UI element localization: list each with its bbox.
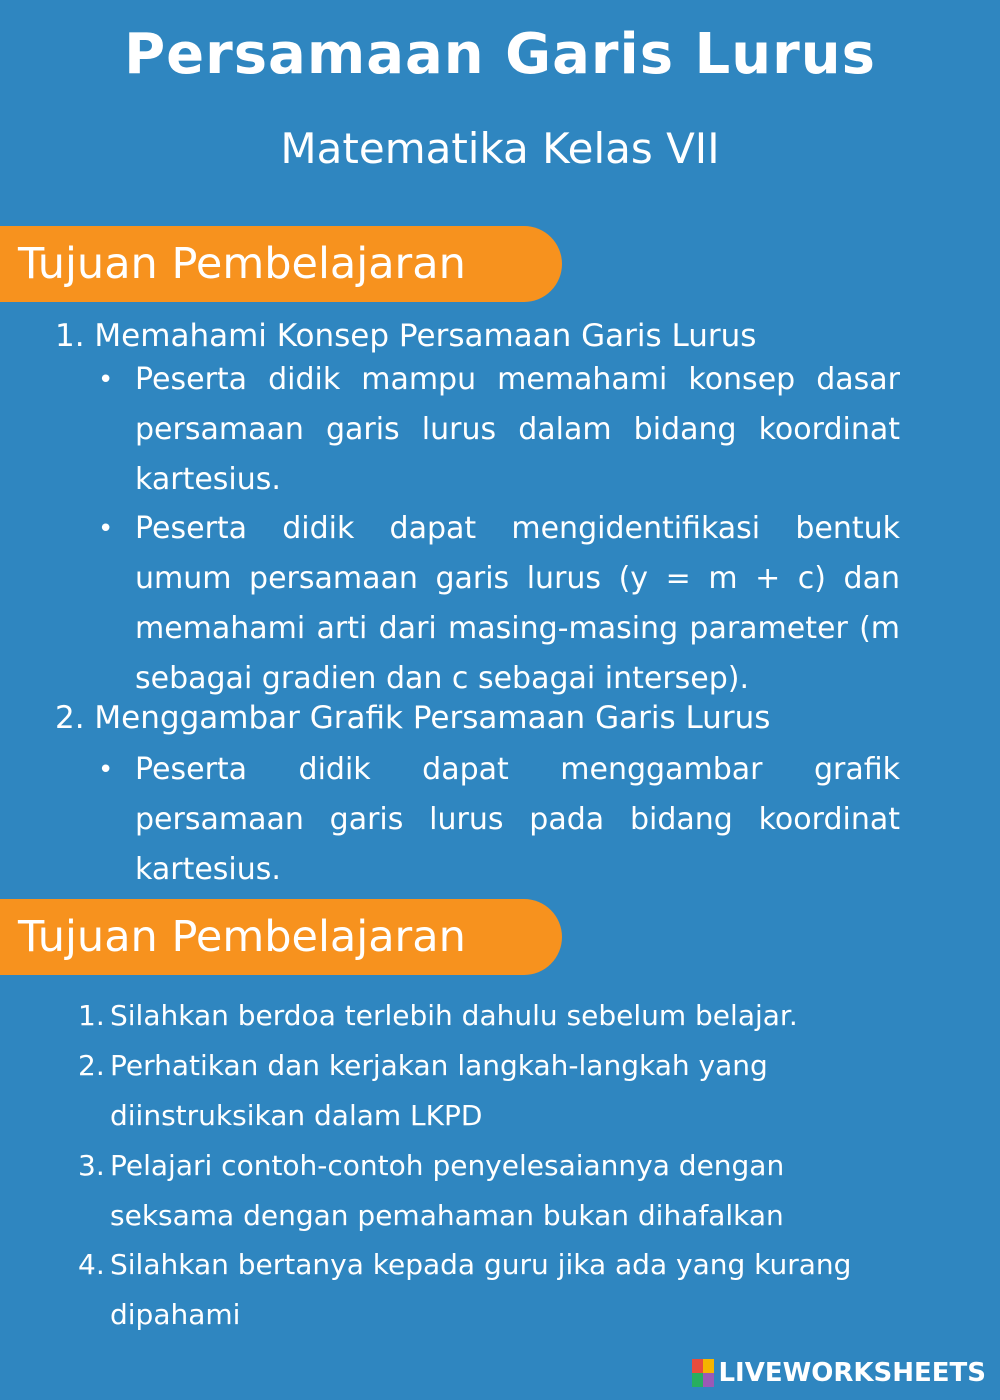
objective-bullet [98, 355, 900, 505]
footer-branding [692, 1356, 986, 1390]
page-title: Persamaan Garis Lurus [124, 22, 876, 87]
instruction-number: 4. [78, 1248, 105, 1281]
instruction-text: Silahkan bertanya kepada guru jika ada yang kurang dipahami [110, 1248, 852, 1331]
instruction-number: 3. [78, 1149, 105, 1182]
instruction-text: Perhatikan dan kerjakan langkah-langkah yang diinstruksikan dalam LKPD [110, 1049, 768, 1132]
instruction-number: 1. [78, 999, 105, 1032]
instruction-text: Pelajari contoh-contoh penyelesaiannya dengan seksama dengan pemahaman bukan dihafalkan [110, 1149, 785, 1232]
page-subtitle: Matematika Kelas VII [280, 124, 720, 173]
objective-title: 1. Memahami Konsep Persamaan Garis Lurus [55, 318, 757, 354]
instruction-item [78, 1041, 858, 1141]
instruction-number: 2. [78, 1049, 105, 1082]
footer-brand-text: LIVEWORKSHEETS [718, 1358, 986, 1388]
objective-bullet-text: Peserta didik dapat menggambar grafik persamaan garis lurus pada bidang koordinat kartesius. [135, 752, 900, 887]
instruction-item [78, 1141, 858, 1241]
bullet-icon: • [98, 514, 114, 544]
instruction-item [78, 1240, 858, 1340]
objective-bullet [98, 745, 900, 895]
objective-bullet [98, 504, 900, 704]
bullet-icon: • [98, 365, 114, 395]
liveworksheets-logo-icon [692, 1359, 714, 1387]
instruction-text: Silahkan berdoa terlebih dahulu sebelum belajar. [110, 999, 798, 1032]
objective-title: 2. Menggambar Grafik Persamaan Garis Lurus [55, 700, 771, 736]
objective-bullet-text: Peserta didik mampu memahami konsep dasar persamaan garis lurus dalam bidang koordinat kartesius. [135, 362, 900, 497]
objective-bullet-text: Peserta didik dapat mengidentifikasi bentuk umum persamaan garis lurus (y = m + c) dan memahami arti dari masing-masing parameter (m sebagai gradien dan c sebagai intersep). [135, 511, 900, 696]
bullet-icon: • [98, 755, 114, 785]
section-heading-instructions: Tujuan Pembelajaran [0, 899, 562, 975]
section-heading-learning-objectives: Tujuan Pembelajaran [0, 226, 562, 302]
instruction-item [78, 991, 858, 1041]
